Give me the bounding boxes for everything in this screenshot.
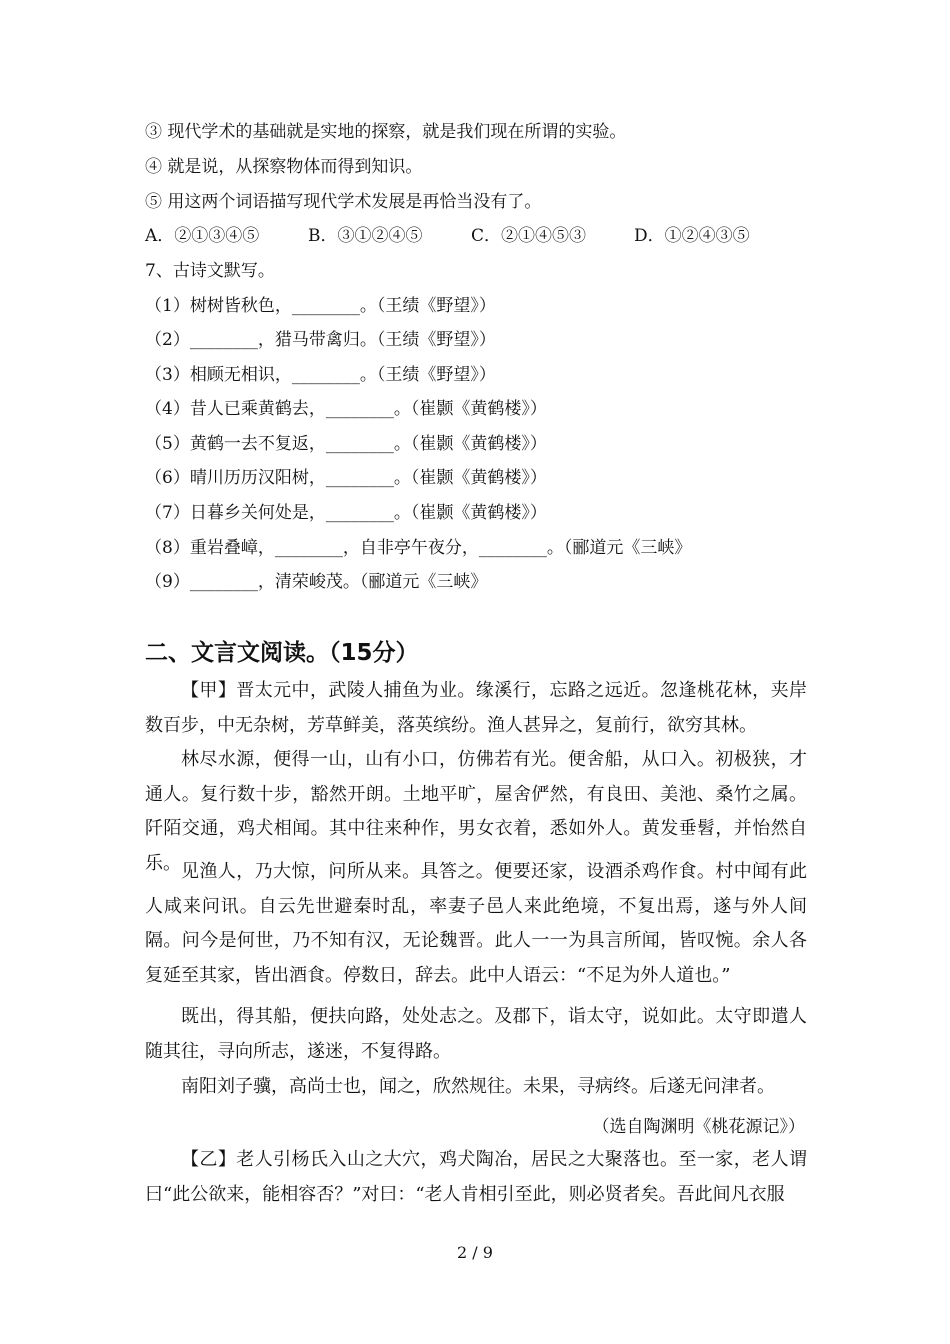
- q7-item-6: （6）晴川历历汉阳树，________。（崔颢《黄鹤楼》）: [145, 468, 547, 488]
- q7-item-4: （4）昔人已乘黄鹤去，________。（崔颢《黄鹤楼》）: [145, 399, 547, 419]
- q7-item-9: （9）________，清荣峻茂。（郦道元《三峡》: [145, 572, 488, 592]
- q6-choices: [145, 225, 750, 247]
- passage-jia-para-2: 林尽水源，便得一山，山有小口，仿佛若有光。便舍船，从口入。初极狭，才通人。复行数十步，豁然开朗。土地平旷，屋舍俨然，有良田、美池、桑竹之属。阡陌交通，鸡犬相闻。其中往来种作，男女衣着，悉如外人。黄发垂髫，并怡然自乐。: [145, 749, 807, 874]
- choice-d: D．①②④③⑤: [634, 226, 750, 246]
- q7-title: 7、古诗文默写。: [145, 261, 275, 281]
- q6-item-5: ⑤ 用这两个词语描写现代学术发展是再恰当没有了。: [145, 192, 542, 212]
- choice-b: B．③①②④⑤: [308, 226, 423, 246]
- choice-a: A．②①③④⑤: [145, 226, 260, 246]
- q7-item-2: （2）________，猎马带禽归。（王绩《野望》）: [145, 330, 496, 350]
- source-citation: （选自陶渊明《桃花源记》）: [592, 1117, 805, 1137]
- passage-jia-para-3: 见渔人，乃大惊，问所从来。具答之。便要还家，设酒杀鸡作食。村中闻有此人咸来问讯。自云先世避秦时乱，率妻子邑人来此绝境，不复出焉，遂与外人间隔。问今是何世，乃不知有汉，无论魏晋。此人一一为具言所闻，皆叹惋。余人各复延至其家，皆出酒食。停数日，辞去。此中人语云：“不足为外人道也。”: [145, 861, 807, 986]
- q6-item-4: ④ 就是说，从探察物体而得到知识。: [145, 157, 423, 177]
- passage-jia-para-1: 【甲】晋太元中，武陵人捕鱼为业。缘溪行，忘路之远近。忽逢桃花林，夹岸数百步，中无杂树，芳草鲜美，落英缤纷。渔人甚异之，复前行，欲穷其林。: [145, 680, 807, 736]
- q7-item-7: （7）日暮乡关何处是，________。（崔颢《黄鹤楼》）: [145, 503, 547, 523]
- passage-yi: 【乙】老人引杨氏入山之大穴，鸡犬陶冶，居民之大聚落也。至一家，老人谓曰“此公欲来，能相容否？”对曰：“老人肯相引至此，则必贤者矣。吾此间凡衣服: [145, 1149, 807, 1205]
- q7-item-1: （1）树树皆秋色，________。（王绩《野望》）: [145, 296, 496, 316]
- passage-jia-para-5: 南阳刘子骥，高尚士也，闻之，欣然规往。未果，寻病终。后遂无问津者。: [181, 1076, 775, 1097]
- page-number: 2 / 9: [457, 1243, 493, 1262]
- q7-item-8: （8）重岩叠嶂，________，自非亭午夜分，________。（郦道元《三峡》: [145, 538, 692, 558]
- q7-item-3: （3）相顾无相识，________。（王绩《野望》）: [145, 365, 496, 385]
- q7-item-5: （5）黄鹤一去不复返，________。（崔颢《黄鹤楼》）: [145, 434, 547, 454]
- q6-item-3: ③ 现代学术的基础就是实地的探察，就是我们现在所谓的实验。: [145, 122, 627, 142]
- section-heading: 二、文言文阅读。（15分）: [145, 640, 419, 666]
- choice-c: C．②①④⑤③: [471, 226, 587, 246]
- passage-jia-para-4: 既出，得其船，便扶向路，处处志之。及郡下，诣太守，说如此。太守即遣人随其往，寻向所志，遂迷，不复得路。: [145, 1006, 807, 1062]
